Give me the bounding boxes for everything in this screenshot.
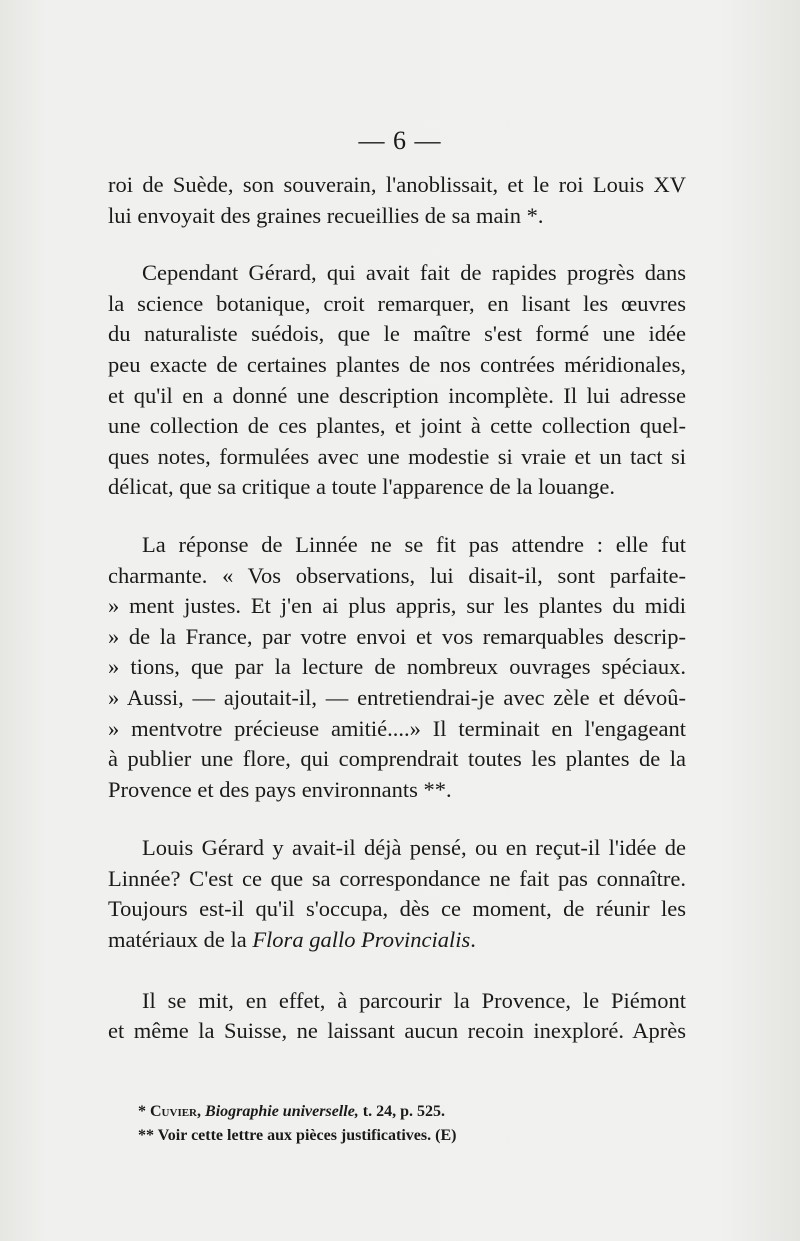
line-end: . [470, 927, 476, 953]
text-line: » ment justes. Et j'en ai plus appris, sur les plantes du midi [108, 593, 686, 619]
paragraph-4 [108, 833, 686, 955]
footnote-1 [138, 1100, 456, 1124]
text-line: Louis Gérard y avait-il déjà pensé, ou en reçut-il l'idée de [142, 835, 686, 861]
line-start: matériaux de la [108, 927, 247, 953]
text-line: la science botanique, croit remarquer, en lisant les œuvres [108, 290, 686, 316]
text-line: à publier une flore, qui comprendrait toutes les plantes de la [108, 746, 686, 772]
text-line: du naturaliste suédois, que le maître s'est formé une idée [108, 321, 686, 347]
text-line: délicat, que sa critique a toute l'apparence de la louange. [108, 474, 615, 500]
text-line: » de la France, par votre envoi et vos remarquables descrip- [108, 623, 686, 649]
text-line: Cependant Gérard, qui avait fait de rapides progrès dans [142, 260, 686, 286]
text-line [108, 925, 686, 956]
footnote-text: Voir cette lettre aux pièces justificatives. (E) [157, 1127, 457, 1144]
footnote-mark: * [138, 1103, 146, 1120]
text-line: Il se mit, en effet, à parcourir la Provence, le Piémont [142, 987, 686, 1013]
text-line: et même la Suisse, ne laissant aucun recoin inexploré. Après [108, 1018, 686, 1044]
text-line: Provence et des pays environnants **. [108, 776, 452, 802]
body-text [108, 170, 686, 1047]
text-line: » mentvotre précieuse amitié....» Il terminait en l'engageant [108, 715, 686, 741]
paragraph-5 [108, 986, 686, 1047]
text-line: Toujours est-il qu'il s'occupa, dès ce moment, de réunir les [108, 896, 686, 922]
footnote-mark: ** [138, 1127, 154, 1144]
page-number: — 6 — [358, 126, 442, 155]
text-line: peu exacte de certaines plantes de nos contrées méridionales, [108, 351, 686, 377]
paragraph-3 [108, 530, 686, 805]
footnotes [138, 1100, 456, 1148]
text-line: une collection de ces plantes, et joint à cette collection quel- [108, 413, 686, 439]
text-line: Linnée? C'est ce que sa correspondance ne fait pas connaître. [108, 865, 686, 891]
text-line: lui envoyait des graines recueillies de sa main *. [108, 202, 544, 228]
text-line: roi de Suède, son souverain, l'anoblissait, et le roi Louis XV [108, 172, 686, 197]
paragraph-1 [108, 170, 686, 231]
footnote-title: Biographie universelle, [205, 1103, 359, 1120]
text-line: et qu'il en a donné une description incomplète. Il lui adresse [108, 382, 686, 408]
text-line: » tions, que par la lecture de nombreux ouvrages spéciaux. [108, 654, 686, 680]
text-line: La réponse de Linnée ne se fit pas attendre : elle fut [142, 531, 686, 557]
book-title-italic: Flora gallo Provincialis [252, 927, 471, 953]
footnote-author: Cuvier, [150, 1103, 202, 1120]
text-line: » Aussi, — ajoutait-il, — entretiendrai-je avec zèle et dévoû- [108, 684, 686, 710]
text-line: ques notes, formulées avec une modestie si vraie et un tact si [108, 443, 686, 469]
paragraph-2 [108, 258, 686, 503]
text-line: charmante. « Vos observations, lui disait-il, sont parfaite- [108, 562, 686, 588]
footnote-ref: t. 24, p. 525. [362, 1103, 446, 1120]
footnote-2 [138, 1124, 456, 1148]
